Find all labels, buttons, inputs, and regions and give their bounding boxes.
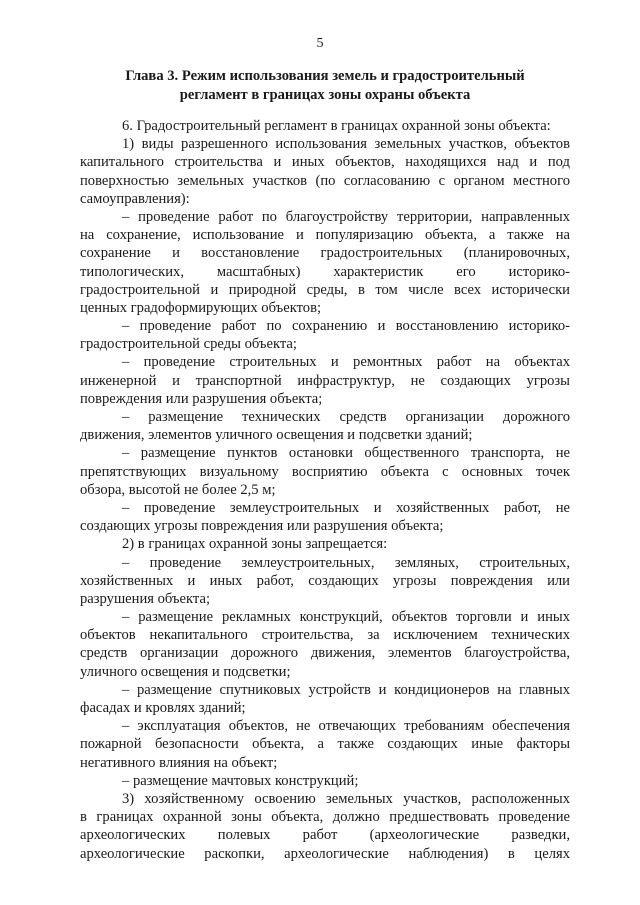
text-line: – проведение работ по сохранению и восстановлению историко-	[122, 318, 570, 335]
text-line: – эксплуатация объектов, не отвечающих требованиям обеспечения	[122, 718, 570, 735]
text-line: археологических полевых работ (археологические разведки,	[80, 827, 570, 844]
text-line: разрушения объекта;	[80, 590, 211, 607]
text-line: – размещение технических средств организации дорожного	[122, 409, 570, 425]
text-line: обзора, высотой не более 2,5 м;	[80, 481, 276, 498]
text-line: – размещение пунктов остановки общественного транспорта, не	[122, 445, 570, 462]
text-line: – проведение работ по благоустройству территории, направленных	[122, 208, 570, 225]
text-line: движения, элементов уличного освещения и подсветки зданий;	[80, 427, 473, 444]
text-line: сохранение и восстановление градостроительных (планировочных,	[80, 245, 570, 262]
text-line: – размещение мачтовых конструкций;	[122, 772, 359, 789]
text-line: 1) виды разрешенного использования земельных участков, объектов	[122, 136, 570, 153]
text-line: 6. Градостроительный регламент в границах охранной зоны объекта:	[122, 118, 551, 134]
chapter-title-line: регламент в границах зоны охраны объекта	[179, 87, 471, 103]
chapter-title-line: Глава 3. Режим использования земель и градостроительный	[125, 68, 525, 84]
text-line: градостроительной и природной среды, в том числе всех исторически	[80, 281, 570, 298]
text-line: капитального строительства и иных объектов, находящихся над и под	[80, 154, 570, 171]
text-line: инженерной и транспортной инфраструктур, не создающих угрозы	[80, 372, 570, 389]
text-line: уличного освещения и подсветки;	[80, 663, 291, 680]
text-line: археологические раскопки, археологические наблюдения) в целях	[80, 845, 570, 862]
text-line: поверхностью земельных участков (по согласованию с органом местного	[80, 172, 570, 189]
text-line: создающих угрозы повреждения или разрушения объекта;	[80, 518, 444, 535]
text-line: – проведение строительных и ремонтных работ на объектах	[122, 354, 570, 371]
text-line: фасадах и кровлях зданий;	[80, 700, 246, 716]
text-line: ценных градоформирующих объектов;	[80, 299, 322, 316]
chapter-title	[80, 67, 570, 105]
text-line: 3) хозяйственному освоению земельных участков, расположенных	[122, 790, 570, 807]
text-line: самоуправления):	[80, 190, 190, 207]
text-line: повреждения или разрушения объекта;	[80, 390, 323, 407]
text-line: градостроительной среды объекта;	[80, 336, 297, 353]
text-line: средств организации дорожного движения, элементов благоустройства,	[80, 645, 570, 662]
text-line: в границах охранной зоны объекта, должно предшествовать проведение	[80, 809, 570, 826]
text-line: – проведение землеустроительных, земляных, строительных,	[122, 554, 570, 571]
text-line: 2) в границах охранной зоны запрещается:	[122, 536, 388, 553]
text-line: препятствующих визуальному восприятию объекта с основных точек	[80, 463, 570, 480]
text-line: хозяйственных и иных работ, создающих угрозы повреждения или	[80, 572, 570, 589]
text-line: негативного влияния на объект;	[80, 754, 278, 771]
document-body	[80, 117, 570, 863]
text-line: – проведение землеустроительных и хозяйственных работ, не	[122, 499, 570, 516]
text-line: типологических, масштабных) характеристик его историко-	[80, 263, 570, 280]
text-line: пожарной безопасности объекта, а также создающих иные факторы	[80, 736, 570, 753]
page-number: 5	[316, 36, 324, 51]
text-line: на сохранение, использование и популяризацию объекта, а также на	[80, 227, 570, 244]
text-line: – размещение спутниковых устройств и кондиционеров на главных	[122, 681, 570, 698]
text-line: объектов некапитального строительства, за исключением технических	[80, 627, 570, 644]
text-line: – размещение рекламных конструкций, объектов торговли и иных	[122, 609, 570, 626]
